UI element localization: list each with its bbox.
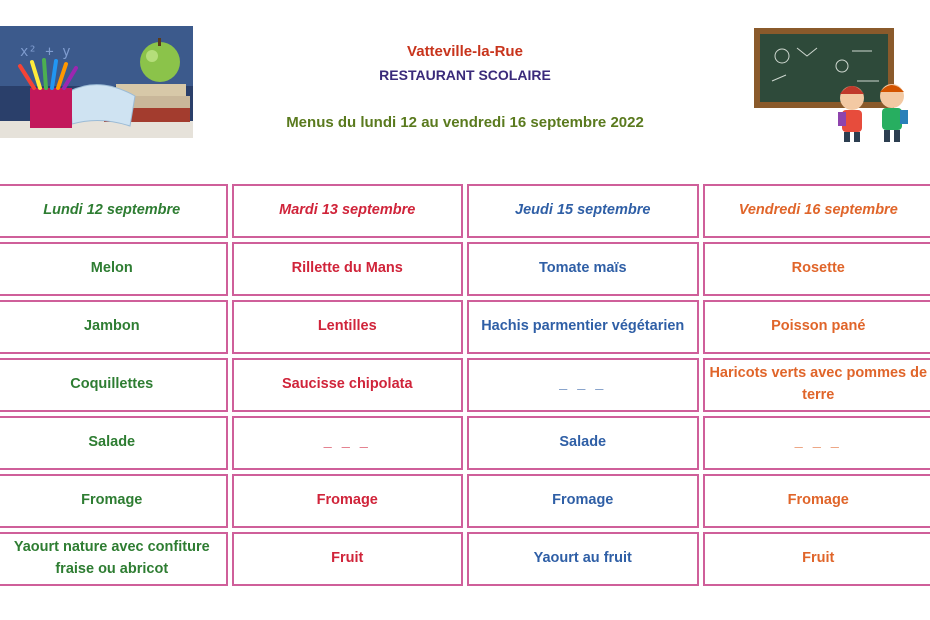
menu-item: Fromage <box>703 474 930 528</box>
week-title: Menus du lundi 12 au vendredi 16 septembre 2022 <box>286 114 644 131</box>
day-header-lundi: Lundi 12 septembre <box>0 184 228 238</box>
menu-item: Fromage <box>467 474 699 528</box>
town-title: Vatteville-la-Rue <box>407 43 523 60</box>
day-header-vendredi: Vendredi 16 septembre <box>703 184 930 238</box>
menu-item: Tomate maïs <box>467 242 699 296</box>
table-header-row <box>0 184 930 238</box>
menu-item: Fruit <box>703 532 930 586</box>
menu-item: Jambon <box>0 300 228 354</box>
table-row <box>0 300 930 354</box>
menu-item: Rosette <box>703 242 930 296</box>
menu-table <box>0 180 930 590</box>
menu-item: Fromage <box>0 474 228 528</box>
menu-item: _ _ _ <box>467 358 699 412</box>
menu-item: Yaourt nature avec confiture fraise ou abricot <box>0 532 228 586</box>
restaurant-title: RESTAURANT SCOLAIRE <box>379 67 551 83</box>
menu-item: _ _ _ <box>232 416 464 470</box>
menu-item: Rillette du Mans <box>232 242 464 296</box>
menu-item: Lentilles <box>232 300 464 354</box>
table-row <box>0 242 930 296</box>
menu-item: Haricots verts avec pommes de terre <box>703 358 930 412</box>
menu-item: Fromage <box>232 474 464 528</box>
menu-item: Yaourt au fruit <box>467 532 699 586</box>
menu-item: Poisson pané <box>703 300 930 354</box>
page-header <box>0 0 930 175</box>
menu-item: Saucisse chipolata <box>232 358 464 412</box>
children-chalkboard-icon <box>752 26 924 146</box>
menu-item: Salade <box>467 416 699 470</box>
menu-item: Fruit <box>232 532 464 586</box>
menu-item: Coquillettes <box>0 358 228 412</box>
menu-item: _ _ _ <box>703 416 930 470</box>
menu-item: Salade <box>0 416 228 470</box>
menu-item: Melon <box>0 242 228 296</box>
table-row <box>0 416 930 470</box>
day-header-jeudi: Jeudi 15 septembre <box>467 184 699 238</box>
day-header-mardi: Mardi 13 septembre <box>232 184 464 238</box>
table-row <box>0 532 930 586</box>
table-row <box>0 358 930 412</box>
table-row <box>0 474 930 528</box>
svg-text:x² + y: x² + y <box>20 44 71 60</box>
menu-item: Hachis parmentier végétarien <box>467 300 699 354</box>
